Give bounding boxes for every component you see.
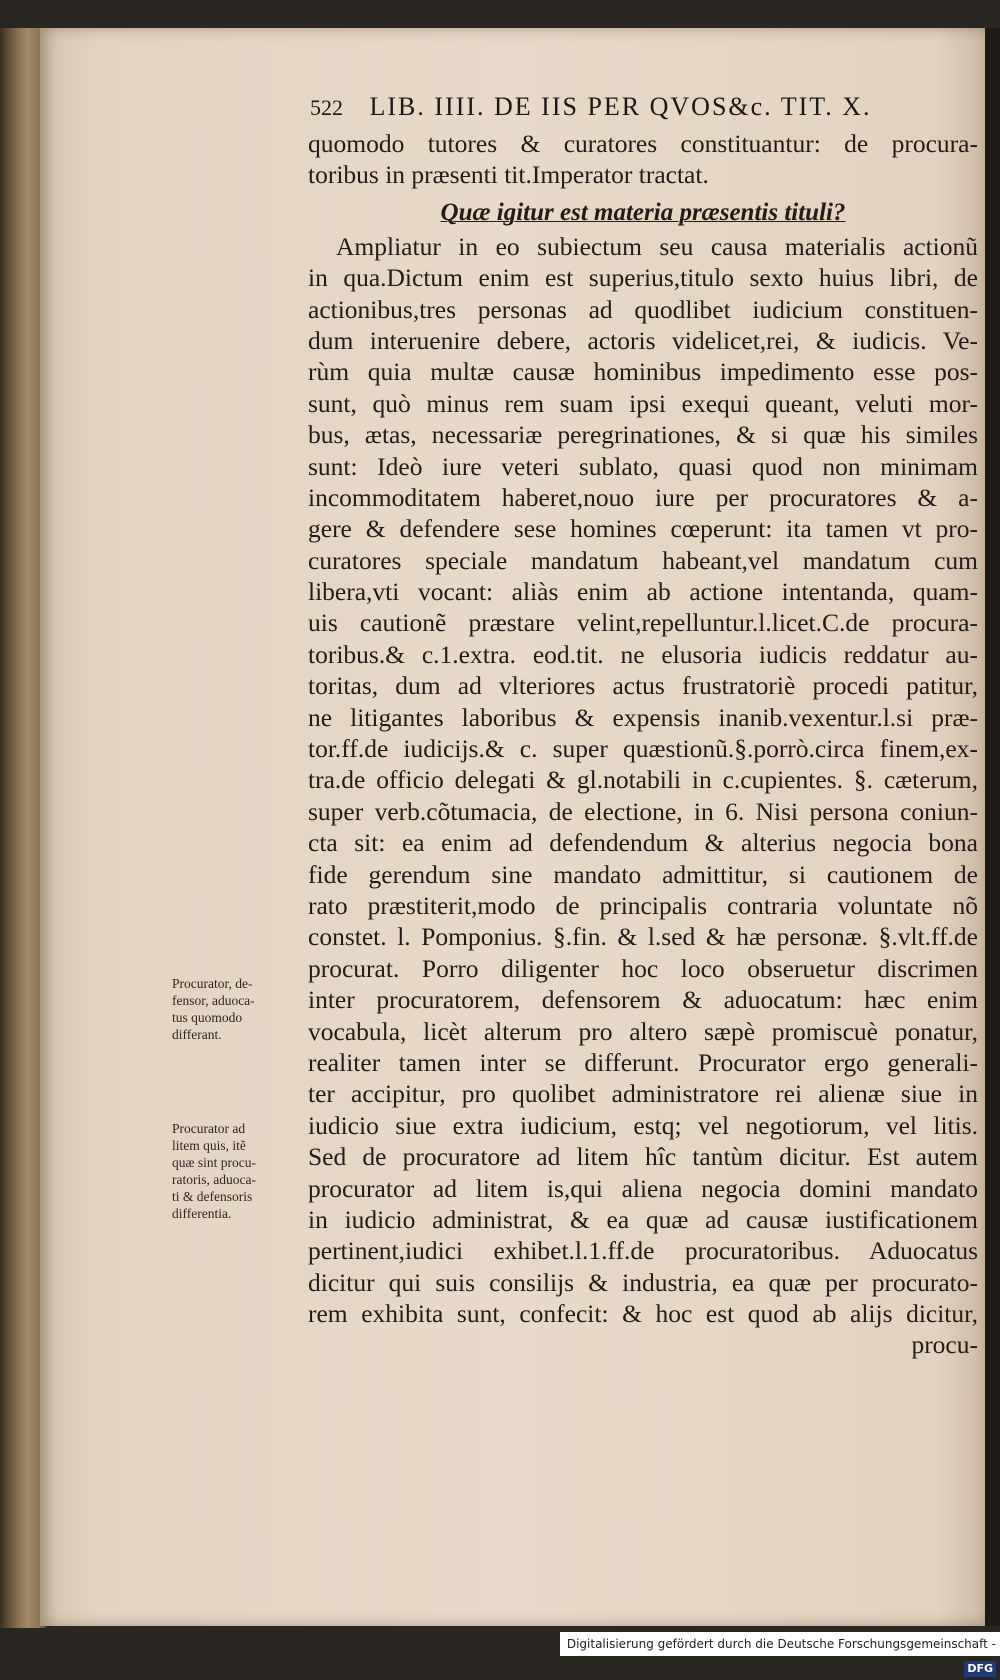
text-line: realiter tamen inter se differunt. Procurator ergo generali-: [308, 1047, 978, 1077]
text-line: uis cautionẽ præstare velint,repelluntur.l.licet.C.de procura-: [308, 608, 978, 638]
marginal-note-2: [172, 1120, 300, 1222]
page-number: 522: [310, 95, 343, 120]
text-line: quomodo tutores & curatores constituantur: de procura-: [308, 129, 978, 158]
marginal-line: quæ sint procu-: [172, 1155, 256, 1170]
text-line: gere & defendere sese homines cœperunt: ita tamen vt pro-: [308, 514, 978, 544]
marginal-line: differentia.: [172, 1206, 232, 1221]
text-line: iudicio siue extra iudicium, estq; vel negotiorum, vel litis.: [308, 1110, 978, 1140]
marginal-note-1: [172, 975, 300, 1043]
marginal-line: litem quis, itẽ: [172, 1138, 246, 1153]
text-line: sunt: Ideò iure veteri sublato, quasi quod non minimam: [308, 451, 978, 481]
marginal-line: differant.: [172, 1027, 222, 1042]
text-line: libera,vti vocant: aliàs enim ab actione intentanda, quam-: [308, 577, 978, 607]
main-paragraph: [308, 231, 978, 1330]
text-line: rùm quia multæ causæ hominibus impedimento esse pos-: [308, 357, 978, 387]
text-line: ne litigantes laboribus & expensis inanib.vexentur.l.si præ-: [308, 702, 978, 732]
marginal-line: ti & defensoris: [172, 1189, 253, 1204]
text-line: Sed de procuratore ad litem hîc tantùm dicitur. Est autem: [308, 1142, 978, 1172]
running-title: LIB. IIII. DE IIS PER QVOS&c. TIT. X.: [369, 92, 872, 121]
page-header: [310, 92, 980, 122]
text-line: dum interuenire debere, actoris videlicet,rei, & iudicis. Ve-: [308, 325, 978, 355]
text-line: toribus in præsenti tit.Imperator tractat.: [308, 160, 709, 190]
text-line: fide gerendum sine mandato admittitur, si cautionem de: [308, 859, 978, 889]
main-text: [308, 128, 978, 1361]
text-line: vocabula, licèt alterum pro altero sæpè promiscuè ponatur,: [308, 1016, 978, 1046]
marginal-line: ratoris, aduoca-: [172, 1172, 256, 1187]
text-line: toritas, dum ad vlteriores actus frustratoriè procedi patitur,: [308, 671, 978, 701]
text-line: toribus.& c.1.extra. eod.tit. ne elusoria iudicis reddatur au-: [308, 639, 978, 669]
text-line: sunt, quò minus rem suam ipsi exequi queant, veluti mor-: [308, 388, 978, 418]
text-line: ter accipitur, pro quolibet administratore rei alienæ siue in: [308, 1079, 978, 1109]
section-question: [308, 191, 978, 231]
text-line: constet. l. Pomponius. §.fin. & l.sed & hæ personæ. §.vlt.ff.de: [308, 922, 978, 952]
digitization-footer: [560, 1632, 1000, 1675]
text-line: in iudicio administrat, & ea quæ ad causæ iustificationem: [308, 1204, 978, 1234]
text-line: incommoditatem haberet,nouo iure per procuratores & a-: [308, 482, 978, 512]
text-line: Ampliatur in eo subiectum seu causa materialis actionũ: [336, 231, 978, 261]
text-line: tor.ff.de iudicijs.& c. super quæstionũ.§.porrò.circa finem,ex-: [308, 734, 978, 764]
text-line: cta sit: ea enim ad defendendum & alterius negocia bona: [308, 828, 978, 858]
text-line: dicitur qui suis consilijs & industria, ea quæ per procurato-: [308, 1267, 978, 1297]
page-edge: [985, 28, 1000, 1626]
text-line: inter procuratorem, defensorem & aduocatum: hæc enim: [308, 985, 978, 1015]
text-line: tra.de officio delegati & gl.notabili in c.cupientes. §. cæterum,: [308, 765, 978, 795]
text-line: actionibus,tres personas ad quodlibet iudicium constituen-: [308, 294, 978, 324]
text-line: rem exhibita sunt, confecit: & hoc est quod ab alijs dicitur,: [308, 1299, 978, 1329]
marginal-line: fensor, aduoca-: [172, 993, 255, 1008]
footer-credit: Digitalisierung gefördert durch die Deutsche Forschungsgemeinschaft -: [566, 1637, 996, 1651]
text-line: procurat. Porro diligenter hoc loco obseruetur discrimen: [308, 953, 978, 983]
catchword: procu-: [911, 1330, 978, 1360]
text-line: super verb.cõtumacia, de electione, in 6. Nisi persona coniun-: [308, 796, 978, 826]
text-line: curatores speciale mandatum habeant,vel mandatum cum: [308, 545, 978, 575]
dfg-logo: DFG: [964, 1661, 996, 1677]
marginal-line: Procurator, de-: [172, 976, 253, 991]
section-question-text: Quæ igitur est materia præsentis tituli?: [440, 198, 846, 226]
text-line: bus, ætas, necessariæ peregrinationes, & si quæ his similes: [308, 420, 978, 450]
text-line: in qua.Dictum enim est superius,titulo sexto huius libri, de: [308, 263, 978, 293]
text-line: procurator ad litem is,qui aliena negocia domini mandato: [308, 1173, 978, 1203]
text-line: pertinent,iudici exhibet.l.1.ff.de procuratoribus. Aduocatus: [308, 1236, 978, 1266]
text-line: rato præstiterit,modo de principalis contraria voluntate nõ: [308, 890, 978, 920]
marginal-line: Procurator ad: [172, 1121, 246, 1136]
marginal-line: tus quomodo: [172, 1010, 243, 1025]
